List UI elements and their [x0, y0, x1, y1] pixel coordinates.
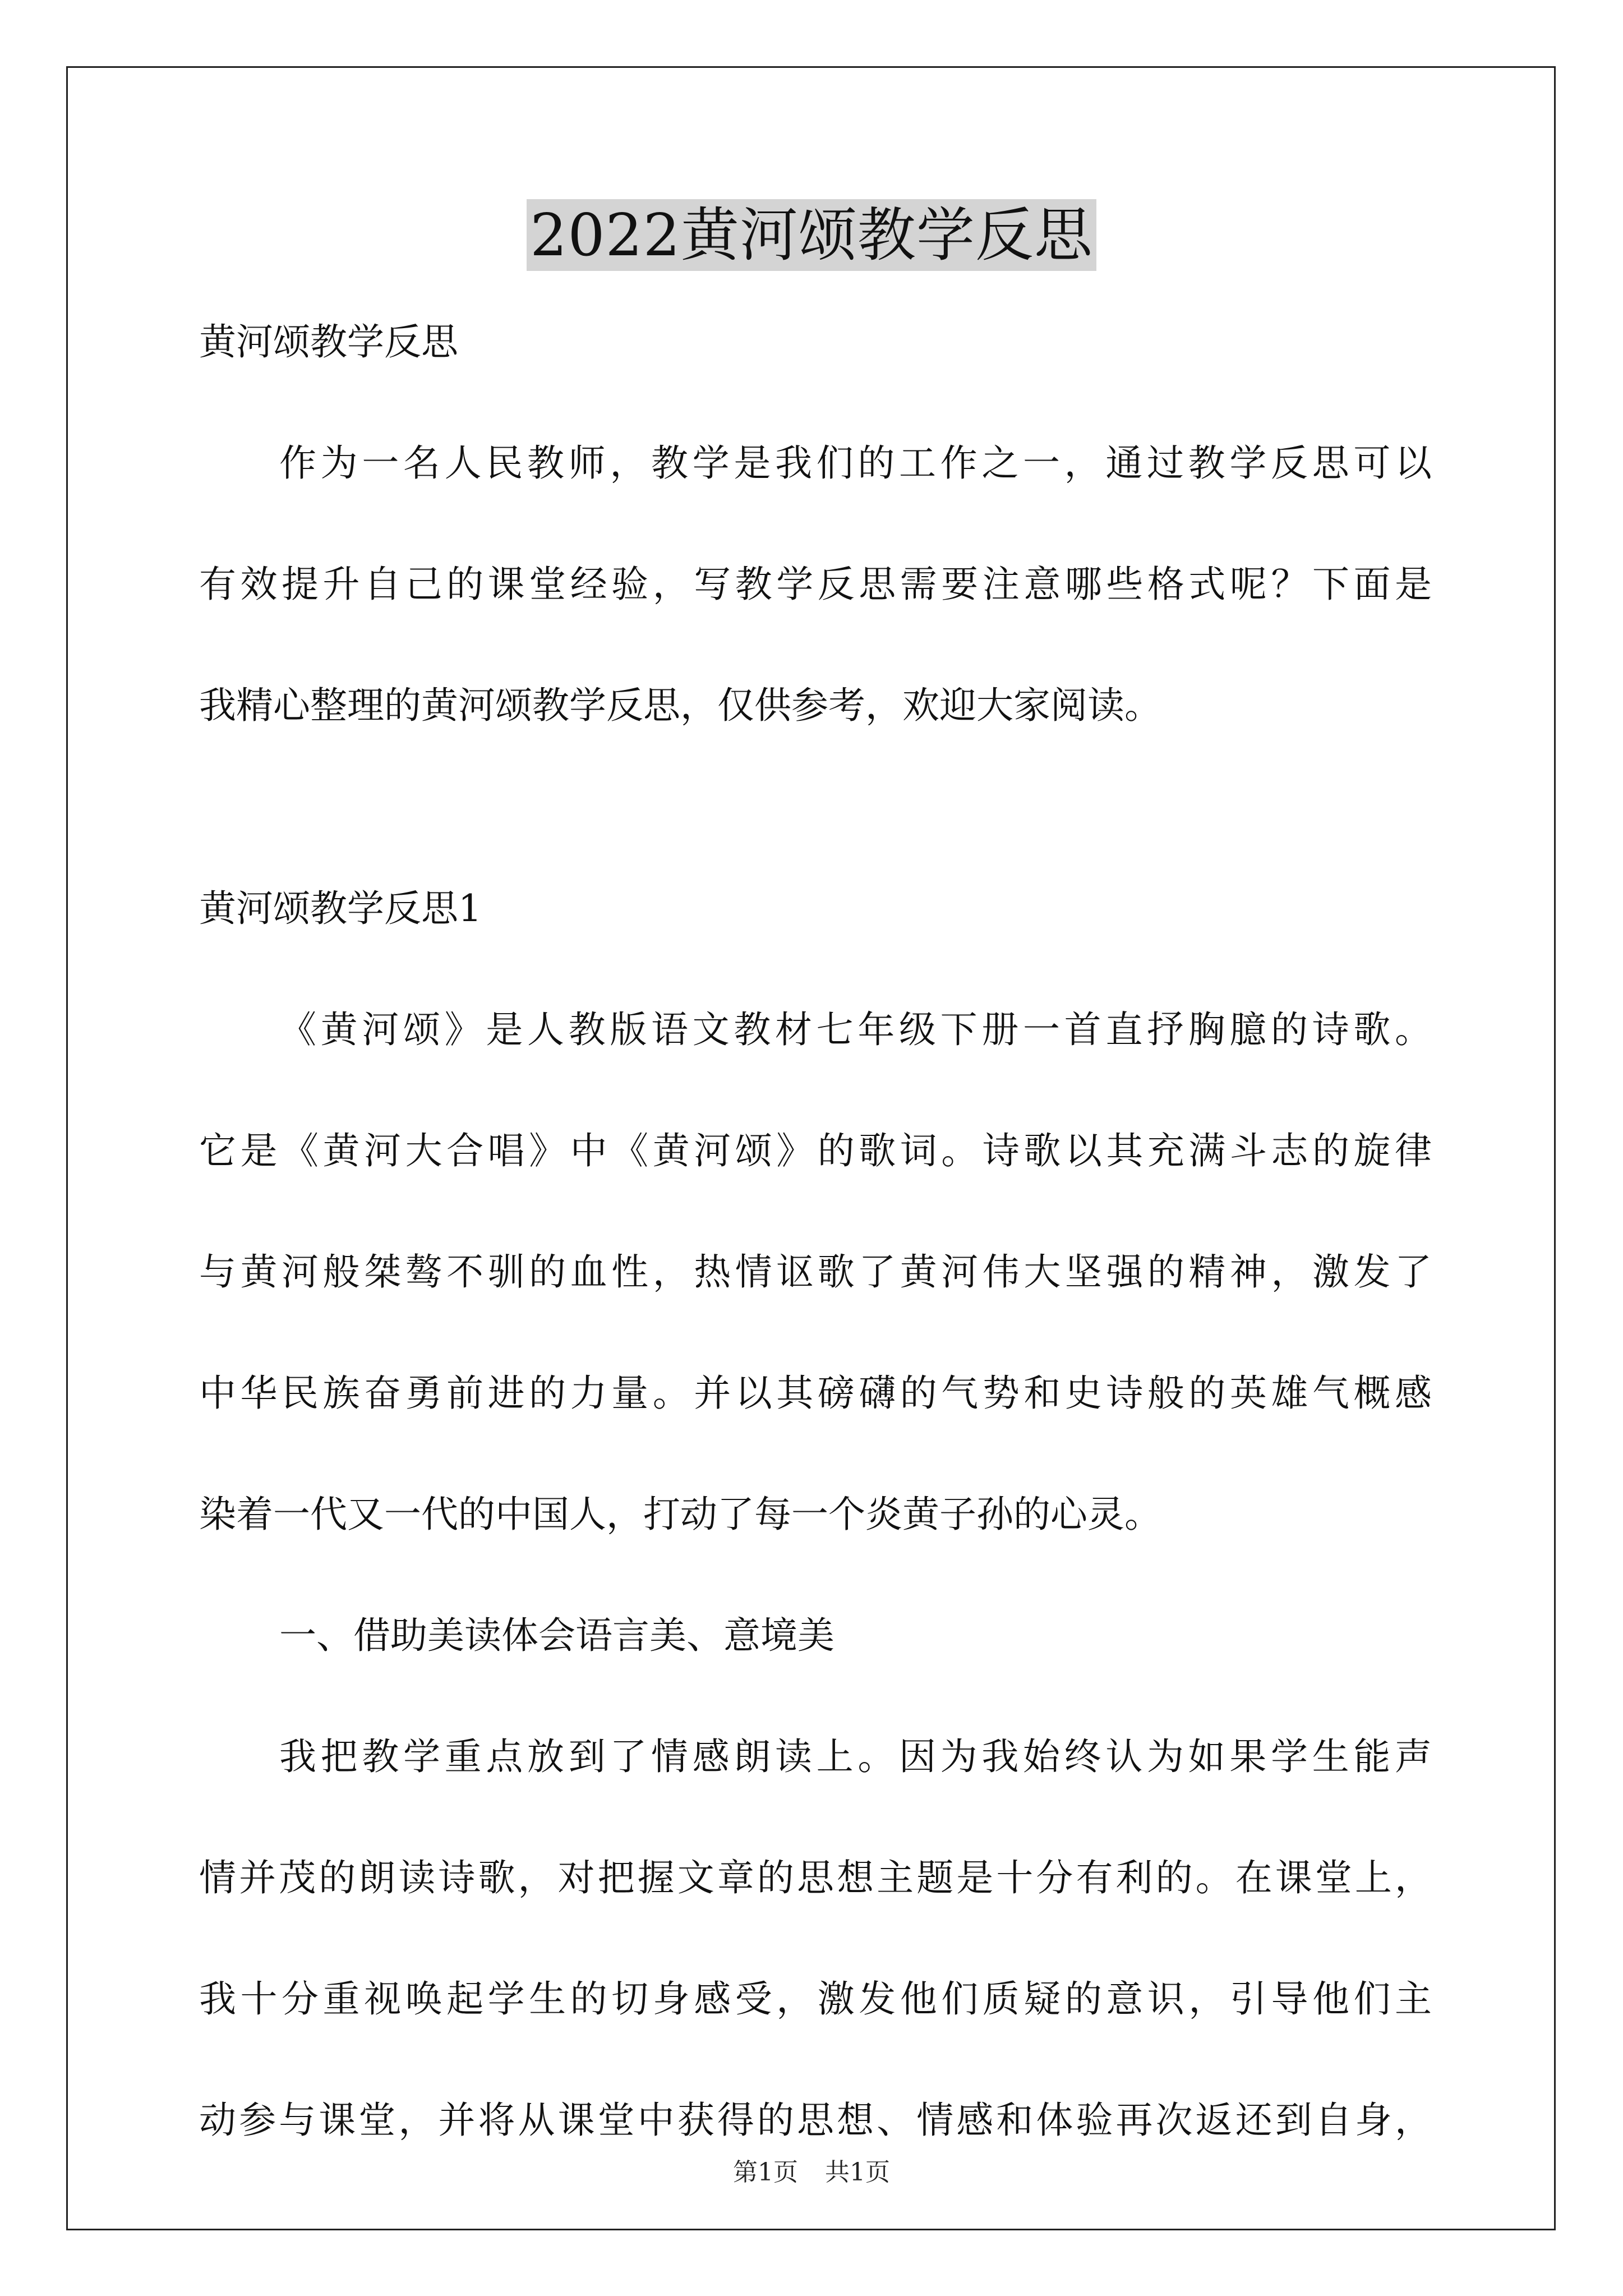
- paragraph1-line-5: 染着一代又一代的中国人，打动了每一个炎黄子孙的心灵。: [199, 1493, 1161, 1536]
- title-container: [0, 199, 1623, 271]
- page-footer: [0, 2157, 1623, 2188]
- intro-line-3: 我精心整理的黄河颂教学反思，仅供参考，欢迎大家阅读。: [199, 684, 1161, 727]
- paragraph1-line-3: 与黄河般桀骜不驯的血性，热情讴歌了黄河伟大坚强的精神，激发了: [199, 1250, 1432, 1294]
- paragraph1-line-2: 它是《黄河大合唱》中《黄河颂》的歌词。诗歌以其充满斗志的旋律: [199, 1129, 1432, 1172]
- paragraph2-line-1: 我把教学重点放到了情感朗读上。因为我始终认为如果学生能声: [279, 1735, 1432, 1778]
- paragraph2-line-3: 我十分重视唤起学生的切身感受，激发他们质疑的意识，引导他们主: [199, 1977, 1432, 2021]
- point-heading-1: 一、借助美读体会语言美、意境美: [279, 1614, 834, 1657]
- paragraph2-line-2: 情并茂的朗读诗歌，对把握文章的思想主题是十分有利的。在课堂上，: [199, 1856, 1432, 1899]
- intro-line-2: 有效提升自己的课堂经验，写教学反思需要注意哪些格式呢？下面是: [199, 563, 1432, 606]
- section-heading-1: 黄河颂教学反思1: [199, 887, 482, 930]
- paragraph1-line-1: 《黄河颂》是人教版语文教材七年级下册一首直抒胸臆的诗歌。: [279, 1008, 1432, 1051]
- document-subtitle: 黄河颂教学反思: [199, 320, 458, 364]
- document-title: 2022黄河颂教学反思: [527, 199, 1096, 271]
- page-total: 共1页: [825, 2158, 890, 2187]
- paragraph1-line-4: 中华民族奋勇前进的力量。并以其磅礴的气势和史诗般的英雄气概感: [199, 1372, 1432, 1415]
- page-number: 第1页: [733, 2158, 798, 2187]
- intro-line-1: 作为一名人民教师，教学是我们的工作之一，通过教学反思可以: [279, 441, 1432, 485]
- paragraph2-line-4: 动参与课堂，并将从课堂中获得的思想、情感和体验再次返还到自身，: [199, 2099, 1432, 2142]
